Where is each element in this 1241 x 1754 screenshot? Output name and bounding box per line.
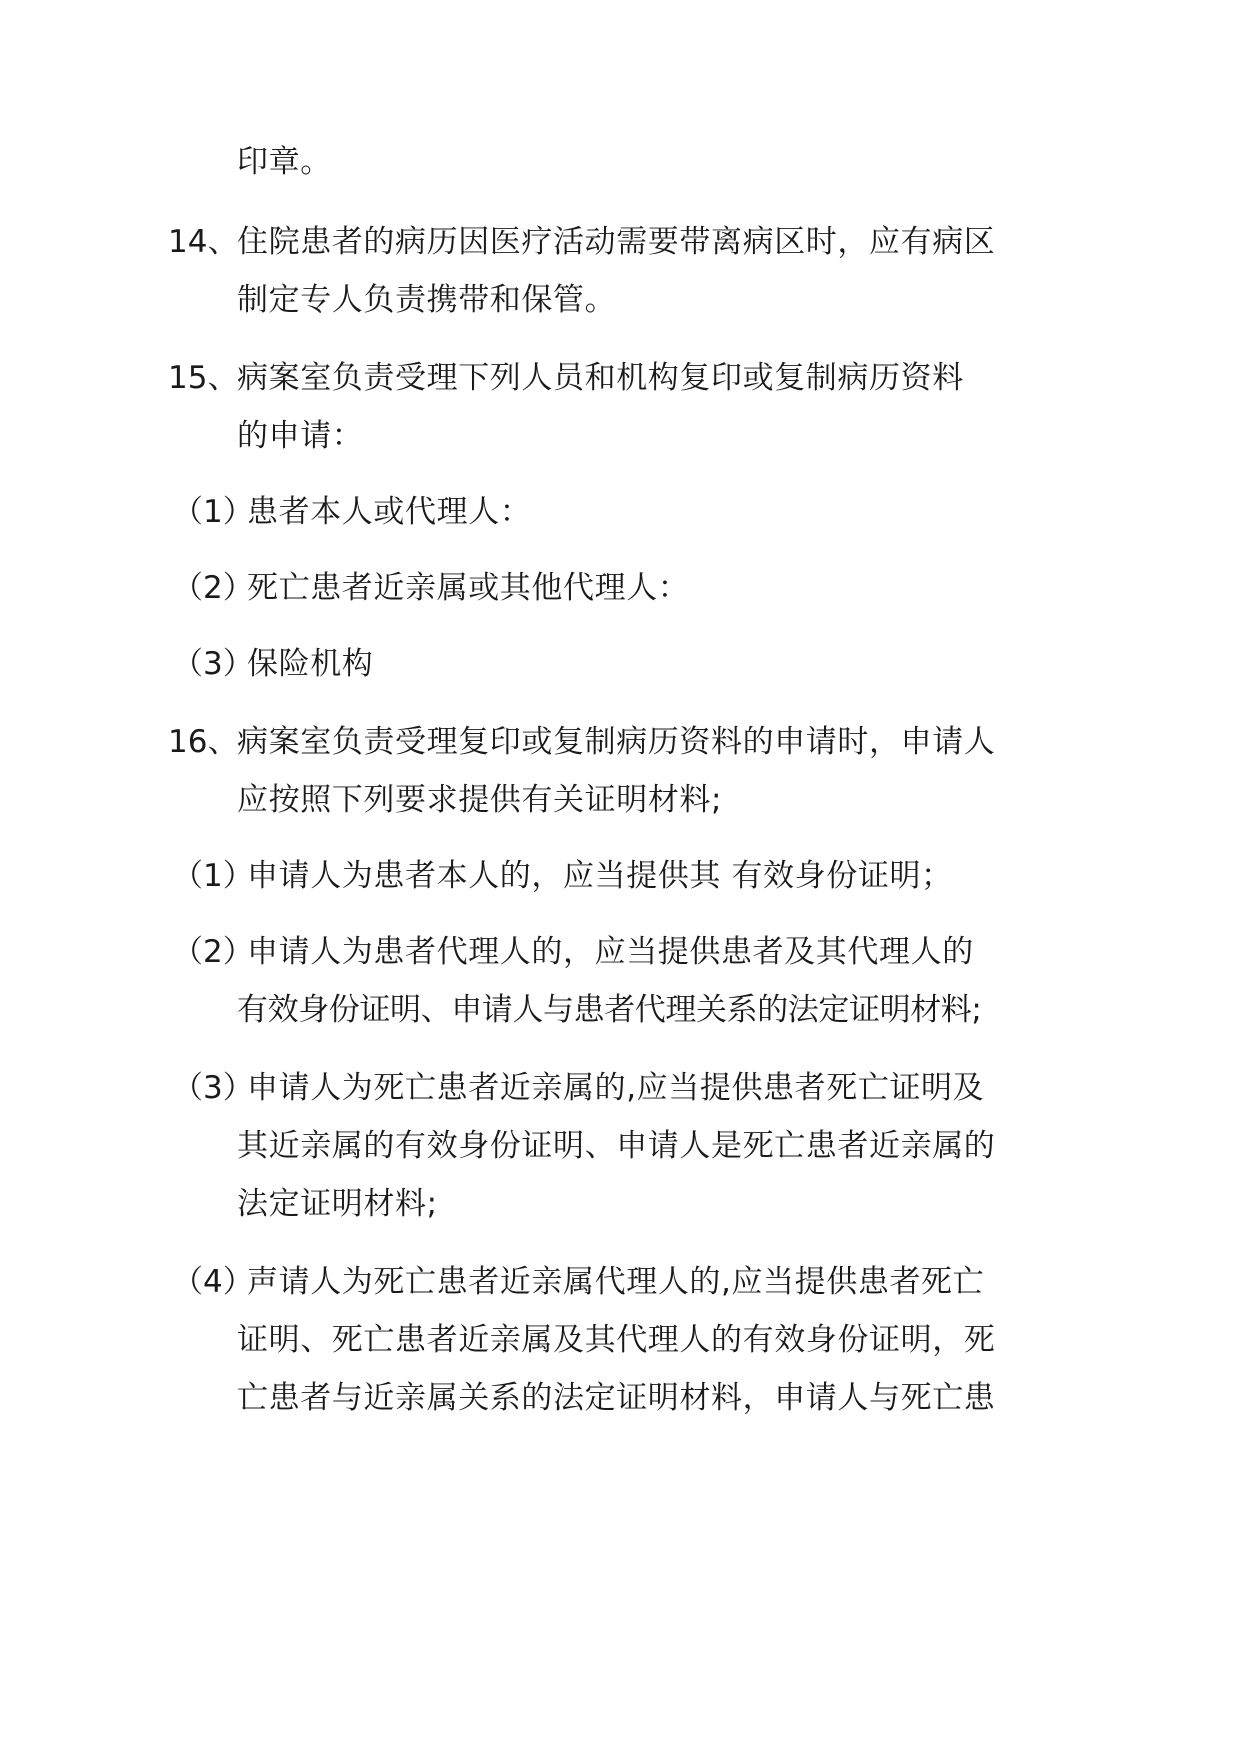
item-16-sub-4-marker: （4） (172, 1264, 254, 1300)
item-15-line-1: 病案室负责受理下列人员和机构复印或复制病历资料 (237, 360, 964, 396)
item-15-sub-2-marker: （2） (172, 570, 254, 606)
item-15-sub-3-text: 保险机构 (247, 646, 374, 682)
item-16-sub-3-line-3: 法定证明材料; (237, 1186, 438, 1222)
item-15-sub-1-text: 患者本人或代理人： (247, 494, 532, 530)
item-16-sub-1-marker: （1） (172, 858, 254, 894)
item-16-sub-4-line-3: 亡患者与近亲属关系的法定证明材料，申请人与死亡患 (237, 1380, 996, 1416)
item-14-line-2: 制定专人负责携带和保管。 (237, 282, 617, 318)
item-13-tail: 印章。 (237, 144, 332, 180)
item-16-sub-2-marker: （2） (172, 934, 254, 970)
item-15-sub-1-marker: （1） (172, 494, 254, 530)
item-16-sub-3-line-1: 申请人为死亡患者近亲属的,应当提供患者死亡证明及 (247, 1070, 985, 1106)
item-16-sub-3-line-2: 其近亲属的有效身份证明、申请人是死亡患者近亲属的 (237, 1128, 996, 1164)
item-16-sub-1-text: 申请人为患者本人的，应当提供其 有效身份证明； (247, 858, 953, 894)
item-16-sub-3-marker: （3） (172, 1070, 254, 1106)
item-16-sub-2-line-2: 有效身份证明、申请人与患者代理关系的法定证明材料; (237, 992, 982, 1028)
item-16-number: 16、 (168, 724, 239, 760)
item-14-number: 14、 (168, 224, 239, 260)
item-16-line-2: 应按照下列要求提供有关证明材料; (237, 782, 723, 818)
item-16-sub-4-line-2: 证明、死亡患者近亲属及其代理人的有效身份证明，死 (237, 1322, 996, 1358)
item-15-number: 15、 (168, 360, 239, 396)
item-16-sub-2-line-1: 申请人为患者代理人的，应当提供患者及其代理人的 (247, 934, 974, 970)
item-14-line-1: 住院患者的病历因医疗活动需要带离病区时，应有病区 (237, 224, 996, 260)
item-16-sub-4-line-1: 声请人为死亡患者近亲属代理人的,应当提供患者死亡 (247, 1264, 985, 1300)
item-15-sub-2-text: 死亡患者近亲属或其他代理人： (247, 570, 690, 606)
item-16-line-1: 病案室负责受理复印或复制病历资料的申请时，申请人 (237, 724, 996, 760)
item-15-line-2: 的申请： (237, 418, 364, 454)
item-15-sub-3-marker: （3） (172, 646, 254, 682)
